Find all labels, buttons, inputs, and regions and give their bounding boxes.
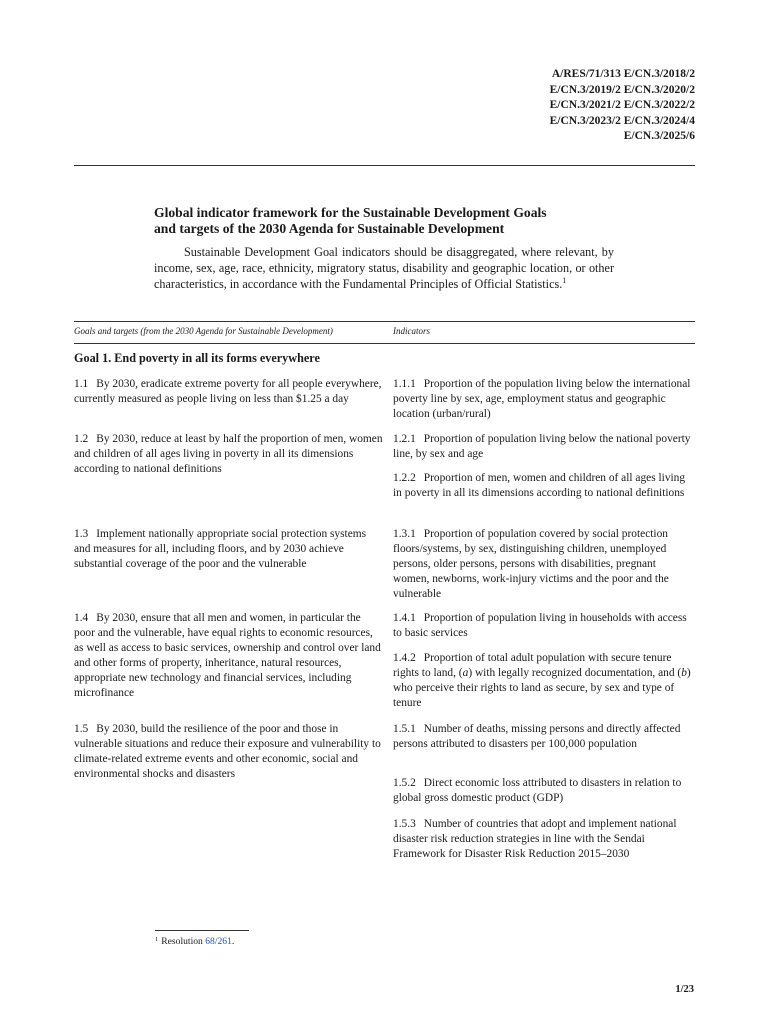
indicator-row [393,817,695,862]
document-symbol-line: E/CN.3/2019/2 E/CN.3/2020/2 [549,83,695,96]
document-symbols [550,67,695,145]
indicator-text: Proportion of men, women and children of all ages living in poverty in all its dimensions according to national definitions [393,472,686,499]
target-row [74,722,384,782]
indicator-row [393,527,695,602]
intro-text: Sustainable Development Goal indicators should be disaggregated, where relevant, by income, sex, age, race, ethnicity, migratory status, disability and geographic location, or other characteristics, in accordance with the Fundamental Principles of Official Statistics. [154,245,614,291]
indicator-letter-b: b [681,667,687,679]
indicator-text: Proportion of total adult population with secure tenure rights to land, ( [393,652,672,679]
target-text: By 2030, eradicate extreme poverty for all people everywhere, currently measured as people living on less than $1.25 a day [74,378,382,405]
indicator-text: Number of countries that adopt and implement national disaster risk reduction strategies in line with the Sendai Framework for Disaster Risk Reduction 2015–2030 [393,818,677,860]
document-symbol-line: E/CN.3/2023/2 E/CN.3/2024/4 [549,114,695,127]
indicator-text: ) who perceive their rights to land as secure, by sex and type of tenure [393,667,691,709]
target-number: 1.2 [74,433,89,445]
footnote-divider [155,930,249,931]
footnote-mark: 1 [155,936,159,943]
indicator-number: 1.5.1 [393,723,416,735]
target-row [74,611,384,701]
header-divider [74,165,695,166]
target-text: By 2030, ensure that all men and women, in particular the poor and the vulnerable, have equal rights to economic resources, as well as access to basic services, ownership and control over land and other forms of property, inheritance, natural resources, appropriate new technology and financial services, including microfinance [74,612,381,699]
footnote-text: Resolution [161,936,206,947]
indicator-row [393,611,695,641]
indicator-text: Direct economic loss attributed to disasters in relation to global gross domestic product (GDP) [393,777,682,804]
indicator-number: 1.4.2 [393,652,416,664]
indicator-number: 1.1.1 [393,378,416,390]
document-symbol-line: A/RES/71/313 E/CN.3/2018/2 [551,68,695,80]
indicator-row [393,722,695,752]
goal-heading: Goal 1. End poverty in all its forms everywhere [74,351,320,365]
target-number: 1.5 [74,723,89,735]
indicator-number: 1.2.2 [393,472,416,484]
document-symbol-line: E/CN.3/2021/2 E/CN.3/2022/2 [549,99,695,111]
footnote-reference[interactable]: 1 [562,276,567,285]
indicator-letter-a: a [462,667,469,679]
target-text: By 2030, reduce at least by half the proportion of men, women and children of all ages living in poverty in all its dimensions according to national definitions [74,433,383,475]
title-line-2: and targets of the 2030 Agenda for Sustainable Development [154,221,505,236]
indicator-text: ) with legally recognized documentation, and ( [468,667,682,679]
document-title [154,205,614,237]
indicator-row [393,471,695,501]
indicator-number: 1.2.1 [393,433,416,445]
indicator-row [393,377,695,422]
indicator-number: 1.4.1 [393,612,416,624]
indicator-text: Proportion of population living in households with access to basic services [393,612,687,639]
table-header-rule-top [74,321,695,322]
indicator-row [393,776,695,806]
resolution-link[interactable]: 68/261 [205,936,232,947]
target-row [74,527,384,572]
indicator-number: 1.5.3 [393,818,416,830]
column-header-indicators: Indicators [393,326,430,336]
target-row [74,377,384,407]
indicator-row [393,432,695,462]
target-number: 1.1 [74,378,89,390]
title-line-1: Global indicator framework for the Sustainable Development Goals [154,205,547,220]
target-row [74,432,384,477]
page-number: 1/23 [675,984,694,995]
column-header-goals-targets: Goals and targets (from the 2030 Agenda for Sustainable Development) [74,326,333,336]
indicator-number: 1.5.2 [393,777,416,789]
intro-paragraph [154,244,614,292]
target-text: By 2030, build the resilience of the poor and those in vulnerable situations and reduce their exposure and vulnerability to climate-related extreme events and other economic, social and environmental shocks and disasters [74,723,381,780]
indicator-number: 1.3.1 [393,528,416,540]
footnote [155,936,234,948]
indicator-row [393,651,695,711]
target-number: 1.3 [74,528,89,540]
document-symbol-line: E/CN.3/2025/6 [623,130,695,142]
footnote-end: . [231,936,235,947]
indicator-text: Number of deaths, missing persons and directly affected persons attributed to disasters per 100,000 population [393,723,681,750]
indicator-text: Proportion of population living below the national poverty line, by sex and age [393,433,691,460]
target-number: 1.4 [74,612,89,624]
table-header-rule-bottom [74,343,695,344]
indicator-text: Proportion of the population living below the international poverty line by sex, age, employment status and geographic location (urban/rural) [393,378,691,420]
indicator-text: Proportion of population covered by social protection floors/systems, by sex, distinguishing children, unemployed persons, older persons, persons with disabilities, pregnant women, newborns, work-injury victims and the poor and the vulnerable [393,528,669,600]
target-text: Implement nationally appropriate social protection systems and measures for all, including floors, and by 2030 achieve substantial coverage of the poor and the vulnerable [74,528,367,570]
